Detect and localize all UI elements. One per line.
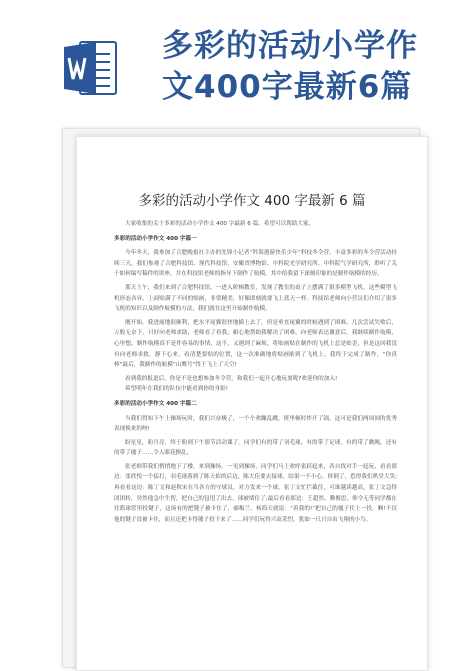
document-title: [162, 26, 462, 108]
header-banner: [0, 0, 474, 120]
paragraph: 当我们得知下午上操场玩时，我们兴奋极了，一个个欢蹦乱跳，班里顿时炸开了锅，这可是我们两周间的优秀表现换来的呀!: [114, 415, 397, 433]
paragraph: 看到我的报道后，你是不是也想参加冬令营，和我们一起开心地玩耍呢?欢迎你的加入!: [125, 375, 338, 382]
section-title-2: 多彩的活动小学作文 400 字篇二: [114, 400, 197, 407]
page-body: [114, 219, 397, 528]
document-title-line-2: 文400字最新6篇: [162, 69, 413, 105]
page-heading: 多彩的活动小学作文 400 字最新 6 篇: [138, 193, 366, 209]
document-page-preview: [76, 136, 428, 671]
paragraph: 那天上午，我们来到了合肥科技馆，一进入阶梯教室，发现了教室的桌子上摆满了很多模型飞机，这些模型飞机形态各异，上面贴满了不同的贴画，非常精美，好像即刻就要飞上蓝天一样。科技馆老师向小营员们介绍了很多飞机的知识以及制作航模的方法，我们就在这里开始制作航模。: [114, 284, 397, 313]
section-title-1: 多彩的活动小学作文 400 字篇一: [114, 235, 197, 242]
paragraph: 盼星星，盼月亮，终于盼到下午那节活动课了。同学们有的带了羽毛球，有的带了足球，有的带了跳绳，还有的带了毽子……令人眼花撩乱。: [114, 439, 397, 457]
word-document-icon: [64, 38, 118, 98]
intro-paragraph: 大家收集的关于多彩的活动小学作文 400 字最新 6 篇，希望可以帮助大家。: [125, 221, 315, 227]
paragraph: 希望明年在我们的队伍中能看到你的身影!: [125, 386, 228, 393]
document-title-line-1: 多彩的活动小学作: [162, 28, 418, 64]
paragraph: 今年冬天，我参加了合肥晚报社主办的先锋小记者“科海遨游快乐少年”科技冬令营，丰富多彩的冬令营活动持续三天，我们参观了合肥科技馆、现代科技馆，安徽省博物馆、中科院光学研究所、中科院气学研究所，聆听了关于如何编写稿件的讲座，并在科技馆老师的指导下制作了航模，其中给我留下深刻印象的是制作航模的经历。: [114, 250, 397, 278]
paragraph: 刚开始，我进展地很顺利，把水平尾翼很快地插上去了，但是垂直尾翼的时候遇到了困难，几次尝试失败后，万般无奈下，只好向老师求助，老师看了看我，耐心地帮助我解决了困难，向老师表达谢意后，我继续制作航模，心里想，制作航模真不是件容易的事情，这不，又遇到了麻烦，将贴画贴在制作的飞机上总是贴歪，但是这回我没有向老师求救，静下心来，看清楚要贴的位置，这一次准确地将贴画贴到了飞机上，我终于完成了制作，“你真棒”最后，我制作的航模“山鹰号”终于飞上了天空!: [114, 319, 397, 369]
paragraph: 张老师带我们悄悄地下了楼，来到操场。一见到操场，同学们马上欢呼雀跃起来，各自找对手一起玩，看看那边：张欣悦一个猛打，羽毛球落到了陈天佑的后边，陈大佳要去接球，结果一不小心，摔倒了，惹得我们哄堂大笑;再看看这边：陈丁文和赵秋宋在当各方的守球员，对方发来一个球，张丁文忙拦截住，可谁越读越高，张丁文急得团团转，突然他急中生智，把自己的包甩了出去，球被堵住了;最后看看那边：王超然、腾俊思、仰令无等同学都在往篮球筐里投键子，这场有的把键子被卡住了，郝梅兰、杨海天就说：“着我的!”把自己的毽子往上一投，啊!不仅他的键子没被卡住，而且还把卡得毽子投下来了……同学们玩得兴高采烈，犹如一只只自由飞翔的小鸟。: [114, 463, 397, 523]
